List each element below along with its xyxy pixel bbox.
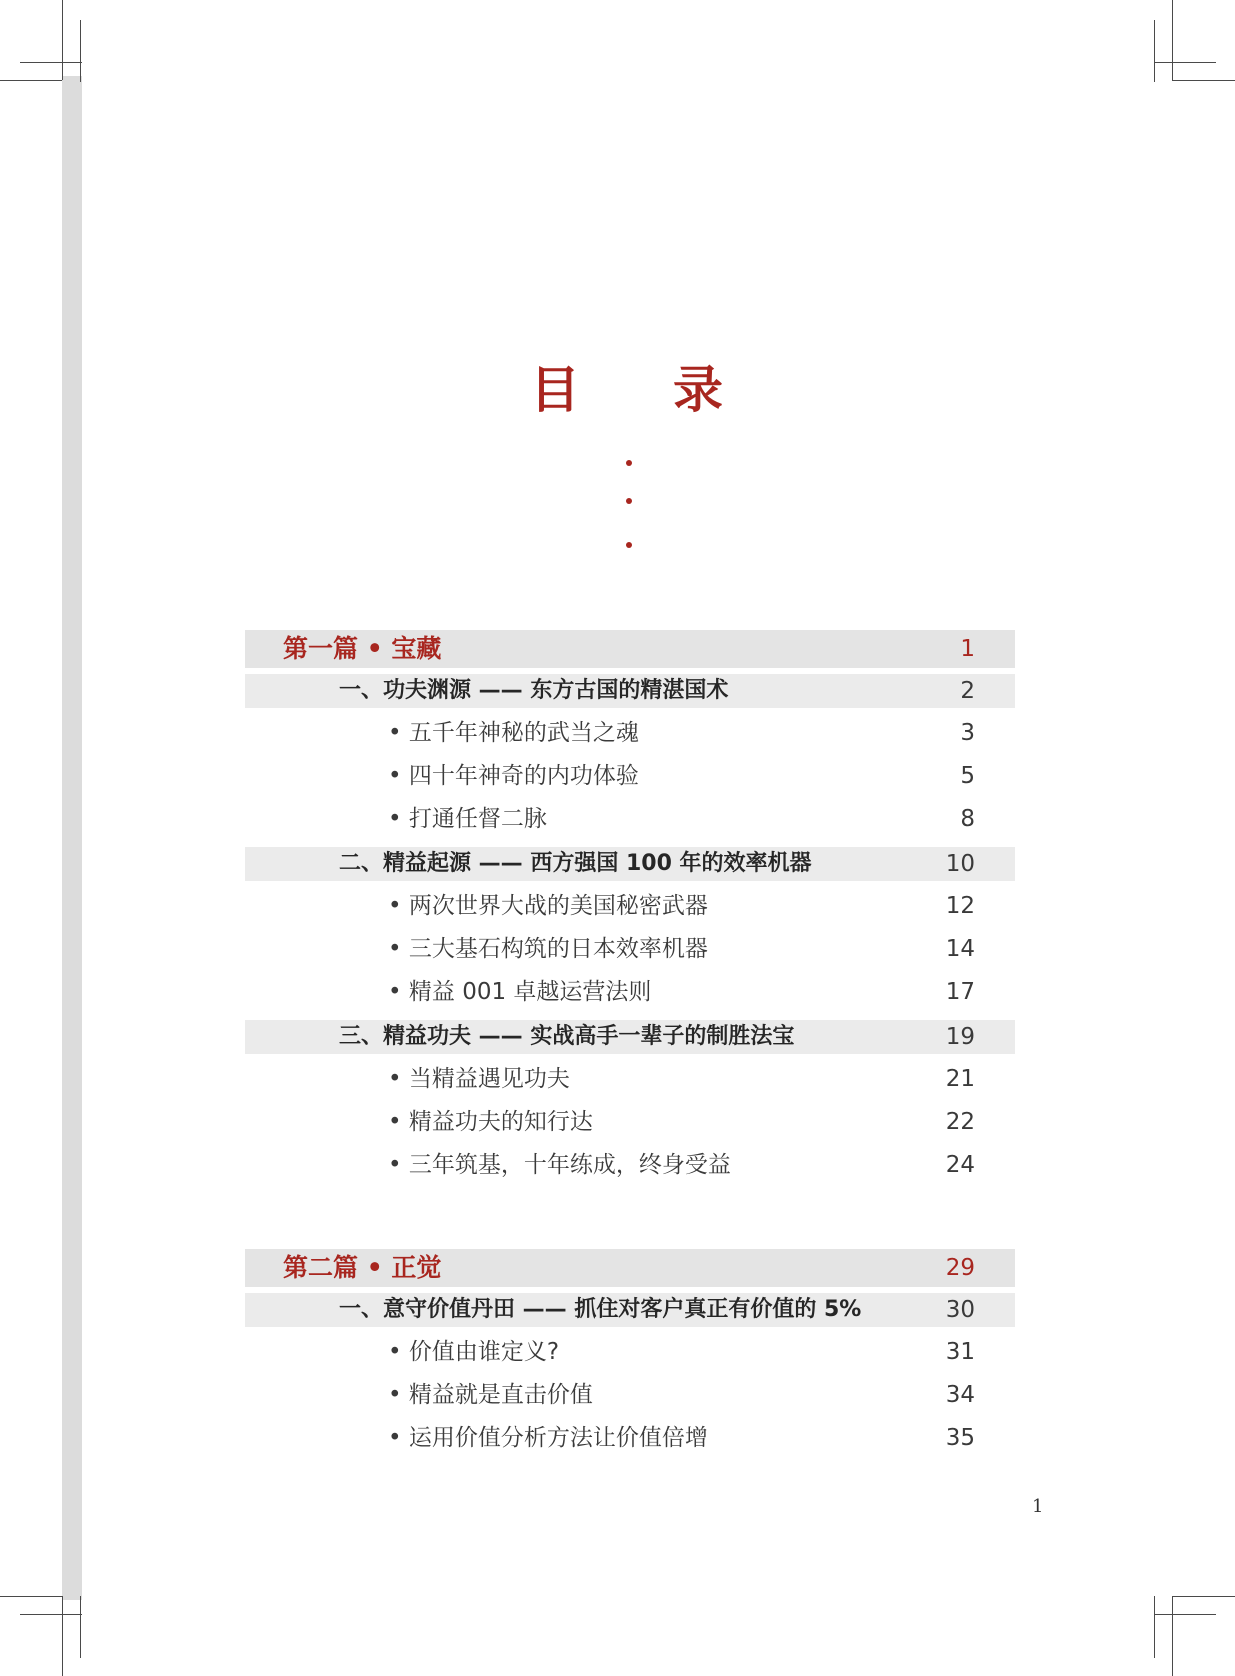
crop-mark [1154,20,1155,82]
toc-page-number: 35 [945,1425,975,1451]
toc-section-label: • 精益 001 卓越运营法则 [388,979,652,1005]
toc-section-label: • 打通任督二脉 [388,806,547,832]
toc-section[interactable] [245,1101,1015,1144]
crop-mark [80,1596,81,1658]
crop-mark [1172,0,1173,80]
toc-section-label: • 当精益遇见功夫 [388,1066,570,1092]
toc-section[interactable] [245,1331,1015,1374]
toc-section[interactable] [245,1374,1015,1417]
toc-chapter-label: 三、精益功夫 —— 实战高手一辈子的制胜法宝 [339,1024,795,1049]
toc-section[interactable] [245,885,1015,928]
toc-page-number: 19 [945,1024,975,1050]
toc-section[interactable] [245,928,1015,971]
toc-section-label: • 精益功夫的知行达 [388,1109,593,1135]
toc-chapter-label: 一、功夫渊源 —— 东方古国的精湛国术 [339,678,729,703]
toc-page-number: 30 [945,1297,975,1323]
toc-page-number: 29 [945,1255,975,1281]
toc-page-number: 5 [960,763,975,789]
crop-mark [1154,1614,1216,1615]
crop-mark [1172,1596,1235,1597]
toc-part-gap [245,1187,1015,1249]
toc-page-number: 17 [945,979,975,1005]
toc-section[interactable] [245,755,1015,798]
crop-mark [1172,80,1235,81]
toc-page-number: 8 [960,806,975,832]
toc-section-label: • 三年筑基，十年练成，终身受益 [388,1152,731,1178]
toc-part-1[interactable] [245,630,1015,668]
toc-page-number: 34 [945,1382,975,1408]
toc-part-label: 第一篇 • 宝藏 [283,634,442,663]
crop-mark [0,80,62,81]
crop-mark [62,0,63,80]
table-of-contents [245,630,1015,1460]
title-char-1: 目 [530,360,580,419]
toc-page-number: 10 [945,851,975,877]
toc-chapter-label: 二、精益起源 —— 西方强国 100 年的效率机器 [339,851,812,876]
toc-section[interactable] [245,1144,1015,1187]
crop-mark [80,20,81,82]
toc-part-label: 第二篇 • 正觉 [283,1253,442,1282]
toc-chapter[interactable] [245,847,1015,881]
ornament-dot [626,498,632,504]
toc-chapter[interactable] [245,1020,1015,1054]
toc-section-label: • 两次世界大战的美国秘密武器 [388,893,708,919]
toc-page-number: 31 [945,1339,975,1365]
toc-page-number: 24 [945,1152,975,1178]
toc-section[interactable] [245,1417,1015,1460]
toc-page-number: 22 [945,1109,975,1135]
ornament-dot [626,460,632,466]
crop-mark [1154,62,1216,63]
toc-section-label: • 四十年神奇的内功体验 [388,763,639,789]
toc-chapter[interactable] [245,1293,1015,1327]
crop-mark [20,62,82,63]
title-char-2: 录 [673,360,723,419]
page-number-footer: 1 [1032,1496,1044,1517]
crop-mark [1172,1596,1173,1676]
toc-section-label: • 运用价值分析方法让价值倍增 [388,1425,708,1451]
toc-section-label: • 三大基石构筑的日本效率机器 [388,936,708,962]
toc-page-number: 14 [945,936,975,962]
toc-section[interactable] [245,971,1015,1014]
crop-mark [0,1596,62,1597]
crop-mark [1154,1596,1155,1658]
toc-page-number: 21 [945,1066,975,1092]
toc-section-label: • 价值由谁定义? [388,1339,560,1365]
toc-section[interactable] [245,798,1015,841]
toc-part-2[interactable] [245,1249,1015,1287]
toc-section[interactable] [245,712,1015,755]
toc-page-number: 3 [960,720,975,746]
toc-chapter[interactable] [245,674,1015,708]
toc-chapter-label: 一、意守价值丹田 —— 抓住对客户真正有价值的 5% [339,1297,862,1322]
ornament-dot [626,542,632,548]
toc-page-number: 2 [960,678,975,704]
toc-page-number: 1 [960,636,975,662]
toc-section-label: • 五千年神秘的武当之魂 [388,720,639,746]
page-title [0,355,1235,425]
crop-mark [62,1596,63,1676]
toc-page-number: 12 [945,893,975,919]
toc-section-label: • 精益就是直击价值 [388,1382,593,1408]
toc-section[interactable] [245,1058,1015,1101]
crop-mark [20,1614,82,1615]
page-spine-strip [62,76,82,1600]
